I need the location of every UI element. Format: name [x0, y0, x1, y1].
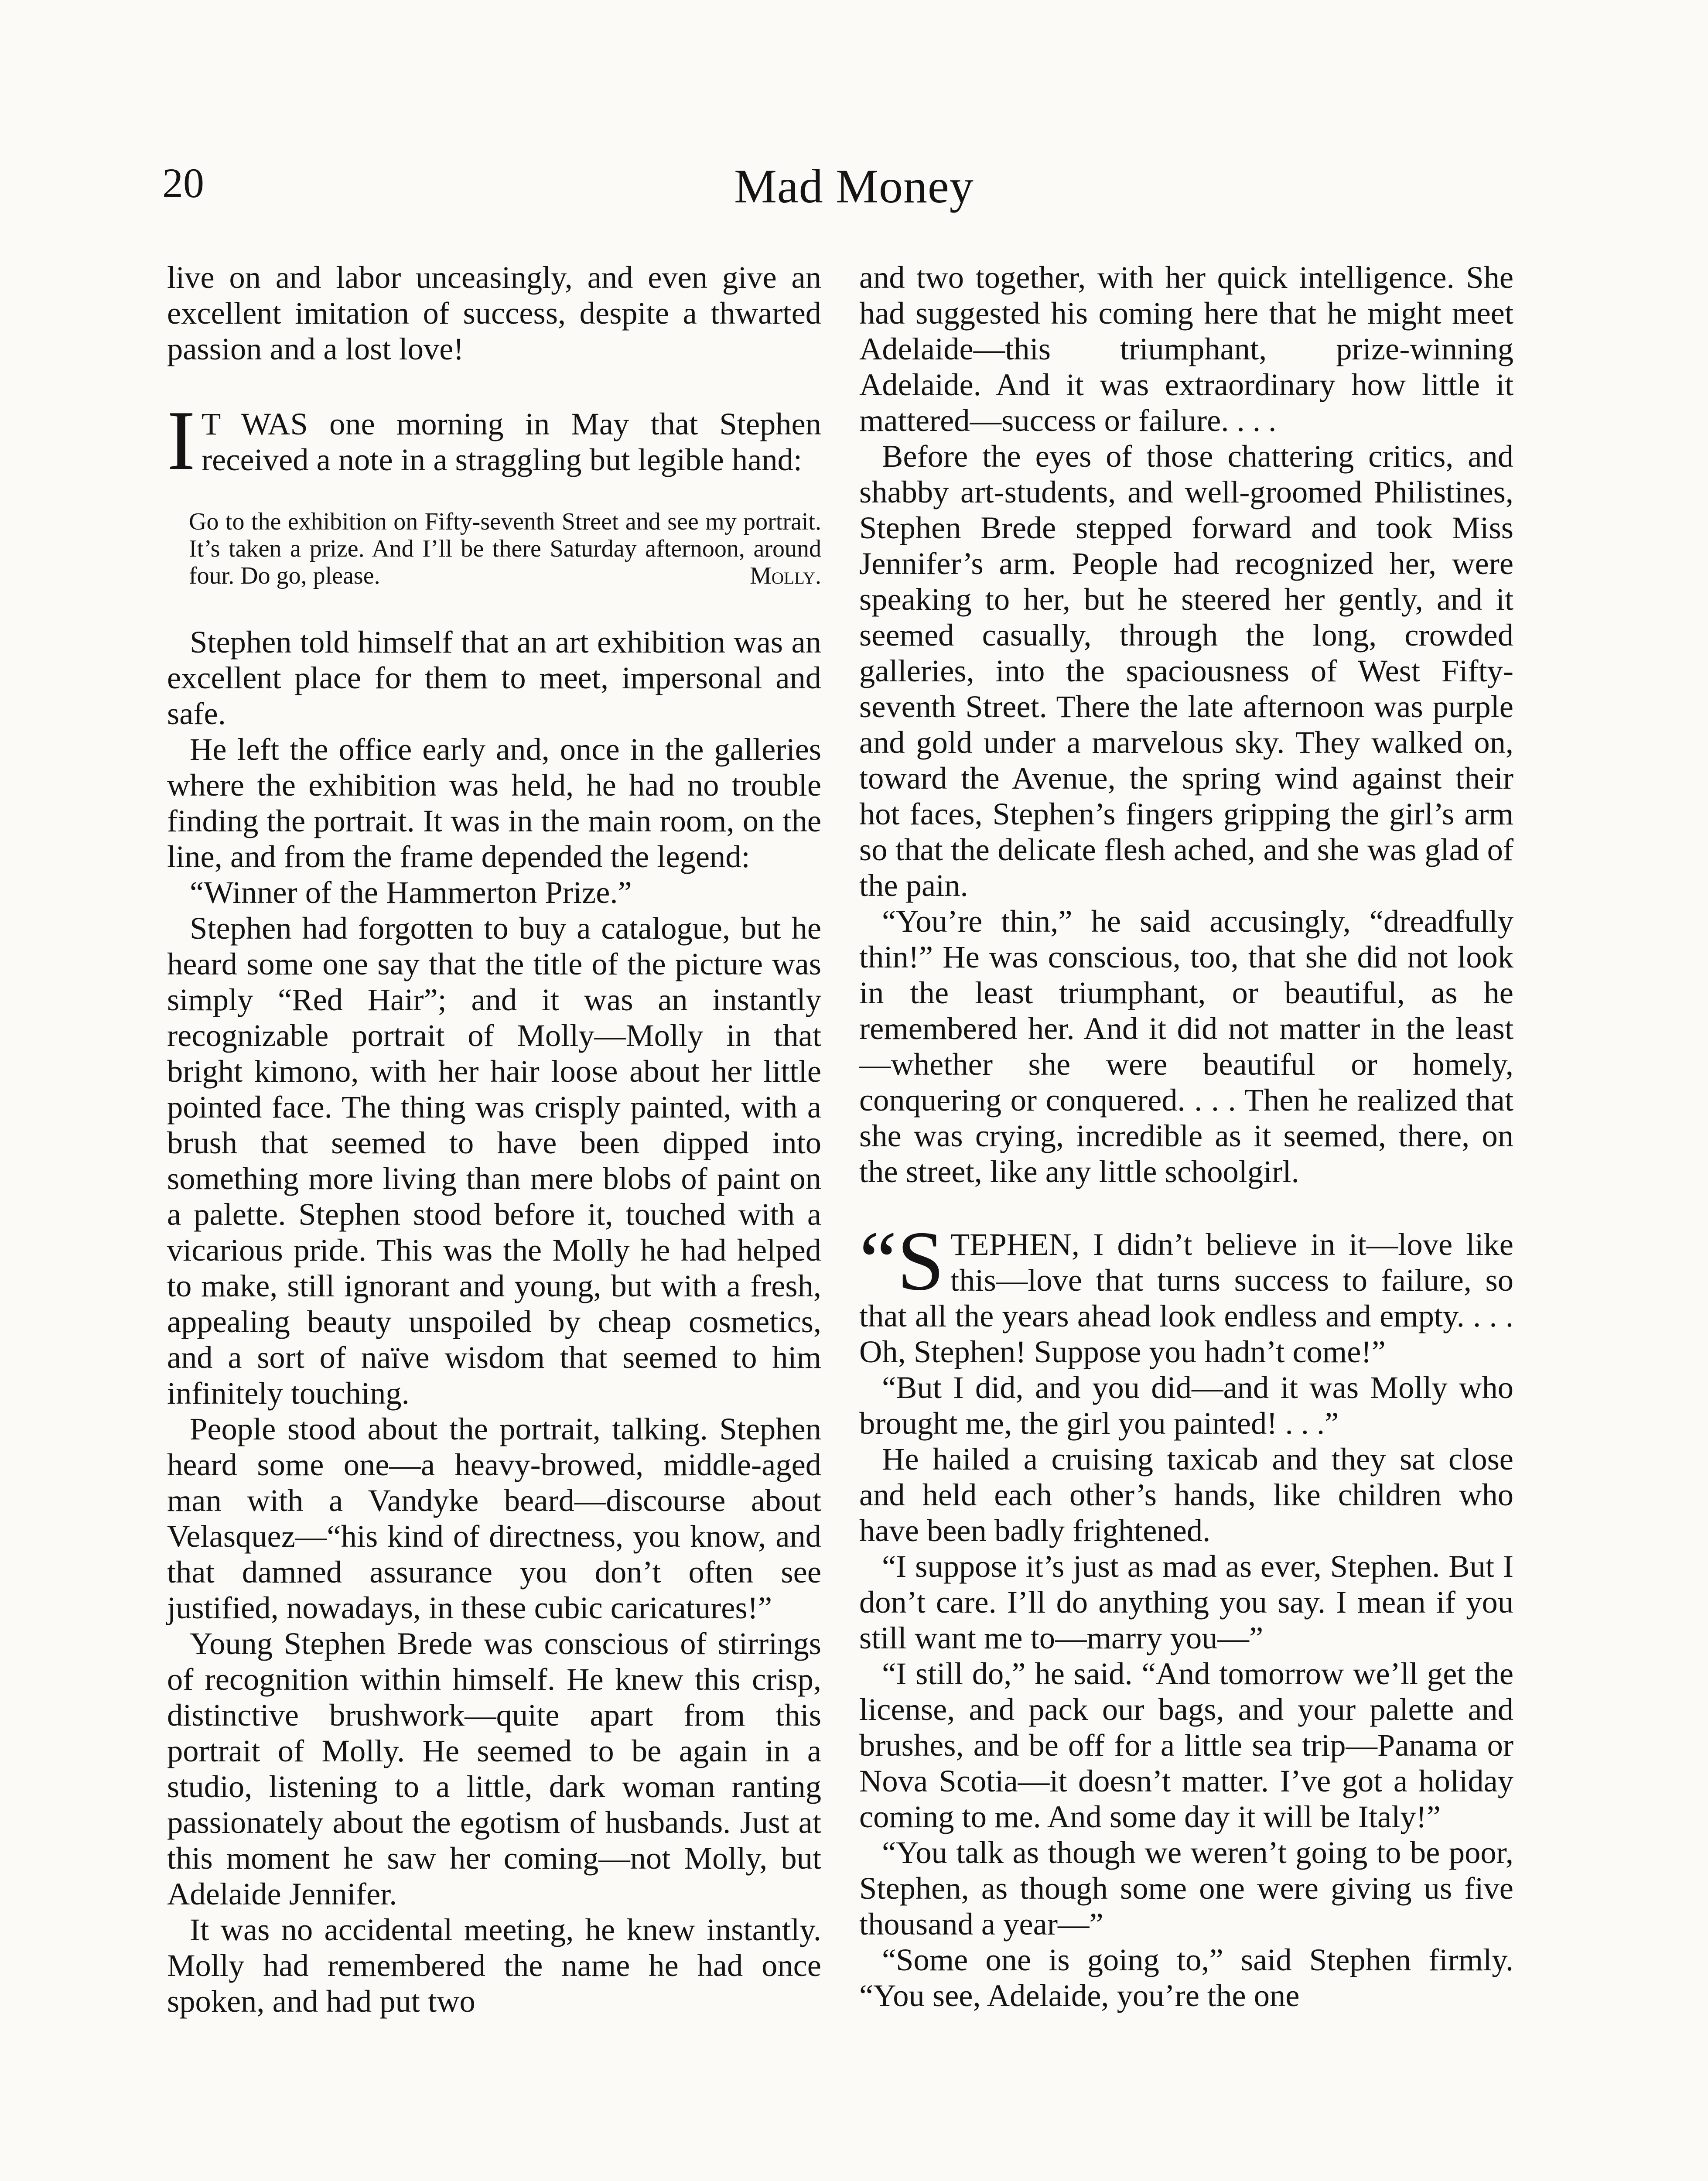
note-text: Go to the exhibition on Fifty-seventh Street and see my portrait. It’s taken a prize. And I’ll be there Saturday afternoon, around four. Do go, please. [189, 508, 821, 589]
paragraph: “You talk as though we weren’t going to be poor, Stephen, as though some one were giving us five thousand a year—” [859, 1835, 1513, 1942]
opening-quote-mark: “ [859, 1214, 897, 1308]
section-opening-paragraph [859, 1214, 1513, 1370]
quoted-note [167, 508, 821, 589]
paragraph: People stood about the portrait, talking. Stephen heard some one—a heavy-browed, middle-aged man with a Vandyke beard—discourse about Velasquez—“his kind of directness, you know, and that damned assurance you don’t often see justified, nowadays, in these cubic caricatures!” [167, 1411, 821, 1625]
page-number: 20 [162, 160, 204, 206]
opening-words: TEPHEN, [950, 1227, 1080, 1262]
paragraph: It was no accidental meeting, he knew instantly. Molly had remembered the name he had once spoken, and had put two [167, 1912, 821, 2019]
paragraph: “You’re thin,” he said accusingly, “dreadfully thin!” He was conscious, too, that she did not look in the least triumphant, or beautiful, as he remembered her. And it did not matter in the least—whether she were beautiful or homely, conquering or conquered. . . . Then he realized that she was crying, incredible as it seemed, there, on the street, like any little schoolgirl. [859, 903, 1513, 1189]
paragraph: Stephen told himself that an art exhibition was an excellent place for them to meet, impersonal and safe. [167, 624, 821, 731]
running-title: Mad Money [734, 160, 974, 213]
drop-cap-letter: S [897, 1214, 945, 1308]
section-opening-paragraph [167, 393, 821, 488]
paragraph-text: one morning in May that Stephen received a note in a straggling but legible hand: [201, 406, 821, 477]
paragraph: He hailed a cruising taxicab and they sat close and held each other’s hands, like children who have been badly frightened. [859, 1441, 1513, 1548]
paragraph: “Some one is going to,” said Stephen firmly. “You see, Adelaide, you’re the one [859, 1942, 1513, 2013]
paragraph: “Winner of the Hammerton Prize.” [190, 875, 632, 910]
right-column [859, 260, 1513, 2013]
paragraph: “I still do,” he said. “And tomorrow we’ll get the license, and pack our bags, and your palette and brushes, and be off for a little sea trip—Panama or Nova Scotia—it doesn’t matter. I’ve got a holiday coming to me. And some day it will be Italy!” [859, 1656, 1513, 1834]
drop-cap: I [167, 393, 195, 488]
note-signature: Molly. [750, 562, 821, 589]
opening-words: T WAS [201, 406, 308, 441]
paragraph: “But I did, and you did—and it was Molly who brought me, the girl you painted! . . .” [859, 1370, 1513, 1441]
paragraph: Stephen had forgotten to buy a catalogue, but he heard some one say that the title of the picture was simply “Red Hair”; and it was an instantly recognizable portrait of Molly—Molly in that bright kimono, with her hair loose about her little pointed face. The thing was crisply painted, with a brush that seemed to have been dipped into something more living than mere blobs of paint on a palette. Stephen stood before it, touched with a vicarious pride. This was the Molly he had helped to make, still ignorant and young, but with a fresh, appealing beauty unspoiled by cheap cosmetics, and a sort of naïve wisdom that seemed to him infinitely touching. [167, 910, 821, 1411]
paragraph: He left the office early and, once in the galleries where the exhibition was held, he had no trouble finding the portrait. It was in the main room, on the line, and from the frame depended the legend: [167, 732, 821, 874]
paragraph-text: I didn’t believe in it—love like this—love that turns success to failure, so that all the years ahead look endless and empty. . . . Oh, Stephen! Suppose you hadn’t come!” [859, 1227, 1513, 1369]
drop-cap [859, 1214, 950, 1308]
paragraph: Young Stephen Brede was conscious of stirrings of recognition within himself. He knew this crisp, distinctive brushwork—quite apart from this portrait of Molly. He seemed to be again in a studio, listening to a little, dark woman ranting passionately about the egotism of husbands. Just at this moment he saw her coming—not Molly, but Adelaide Jennifer. [167, 1626, 821, 1911]
left-column [167, 260, 821, 2019]
paragraph: “I suppose it’s just as mad as ever, Stephen. But I don’t care. I’ll do anything you say. I mean if you still want me to—marry you—” [859, 1549, 1513, 1655]
paragraph: and two together, with her quick intelligence. She had suggested his coming here that he might meet Adelaide—this triumphant, prize-winning Adelaide. And it was extraordinary how little it mattered—success or failure. . . . [859, 260, 1513, 438]
paragraph: Before the eyes of those chattering critics, and shabby art-students, and well-groomed Philistines, Stephen Brede stepped forward and took Miss Jennifer’s arm. People had recognized her, were speaking to her, but he steered her gently, and it seemed casually, through the long, crowded galleries, into the spaciousness of West Fifty-seventh Street. There the late afternoon was purple and gold under a marvelous sky. They walked on, toward the Avenue, the spring wind against their hot faces, Stephen’s fingers gripping the girl’s arm so that the delicate flesh ached, and she was glad of the pain. [859, 438, 1513, 903]
paragraph: live on and labor unceasingly, and even give an excellent imitation of success, despite a thwarted passion and a lost love! [167, 260, 821, 366]
